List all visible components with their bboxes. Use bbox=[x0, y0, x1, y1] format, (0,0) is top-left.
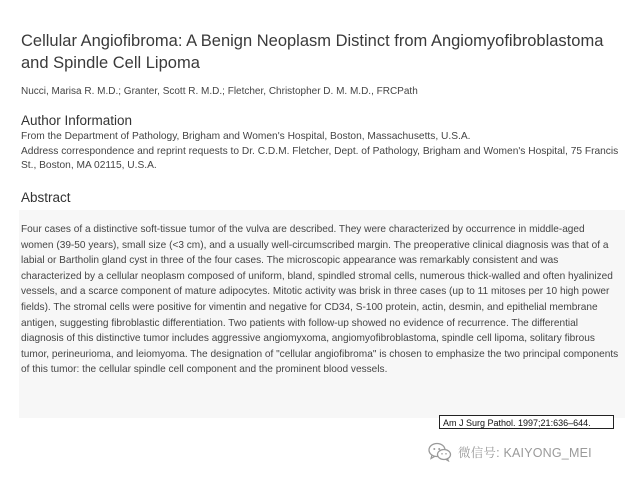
article-authors: Nucci, Marisa R. M.D.; Granter, Scott R. M.D.; Fletcher, Christopher D. M. M.D., FRCPath bbox=[21, 86, 418, 97]
author-information-heading: Author Information bbox=[21, 113, 133, 128]
author-information-body bbox=[21, 130, 621, 174]
wechat-watermark bbox=[428, 442, 592, 462]
abstract-text: Four cases of a distinctive soft-tissue tumor of the vulva are described. They were characterized by occurrence in middle-aged women (39-50 years), small size (<3 cm), and a usually well-circumscribed margin. The preoperative clinical diagnosis was that of a labial or Bartholin gland cyst in three of the four cases. The microscopic appearance was remarkably consistent and was characterized by a cellular neoplasm composed of uniform, bland, spindled stromal cells, numerous thick-walled and often hyalinized vessels, and a scarce component of mature adipocytes. Mitotic activity was brisk in three cases (up to 11 mitoses per 10 high power fields). The stromal cells were positive for vimentin and negative for CD34, S-100 protein, actin, desmin, and epithelial membrane antigen, suggesting fibroblastic differentiation. Two patients with follow-up showed no evidence of recurrence. The differential diagnosis of this distinctive tumor includes aggressive angiomyxoma, angiomyofibroblastoma, spindle cell lipoma, solitary fibrous tumor, perineurioma, and leiomyoma. The designation of "cellular angiofibroma" is chosen to emphasize the two principal components of this tumor: the cellular spindle cell component and the prominent blood vessels. bbox=[21, 224, 619, 376]
citation-box: Am J Surg Pathol. 1997;21:636–644. bbox=[439, 415, 614, 429]
affiliation-line: From the Department of Pathology, Brigham and Women's Hospital, Boston, Massachusetts, U.S.A. bbox=[21, 131, 471, 142]
correspondence-line: Address correspondence and reprint requests to Dr. C.D.M. Fletcher, Dept. of Pathology, Brigham and Women's Hospital, 75 Francis St., Boston, MA 02115, U.S.A. bbox=[21, 145, 619, 171]
watermark-text: 微信号: KAIYONG_MEI bbox=[458, 446, 592, 460]
article-title: Cellular Angiofibroma: A Benign Neoplasm Distinct from Angiomyofibroblastoma and Spindle Cell Lipoma bbox=[21, 32, 604, 72]
abstract-heading: Abstract bbox=[21, 190, 71, 205]
wechat-icon bbox=[428, 442, 452, 462]
